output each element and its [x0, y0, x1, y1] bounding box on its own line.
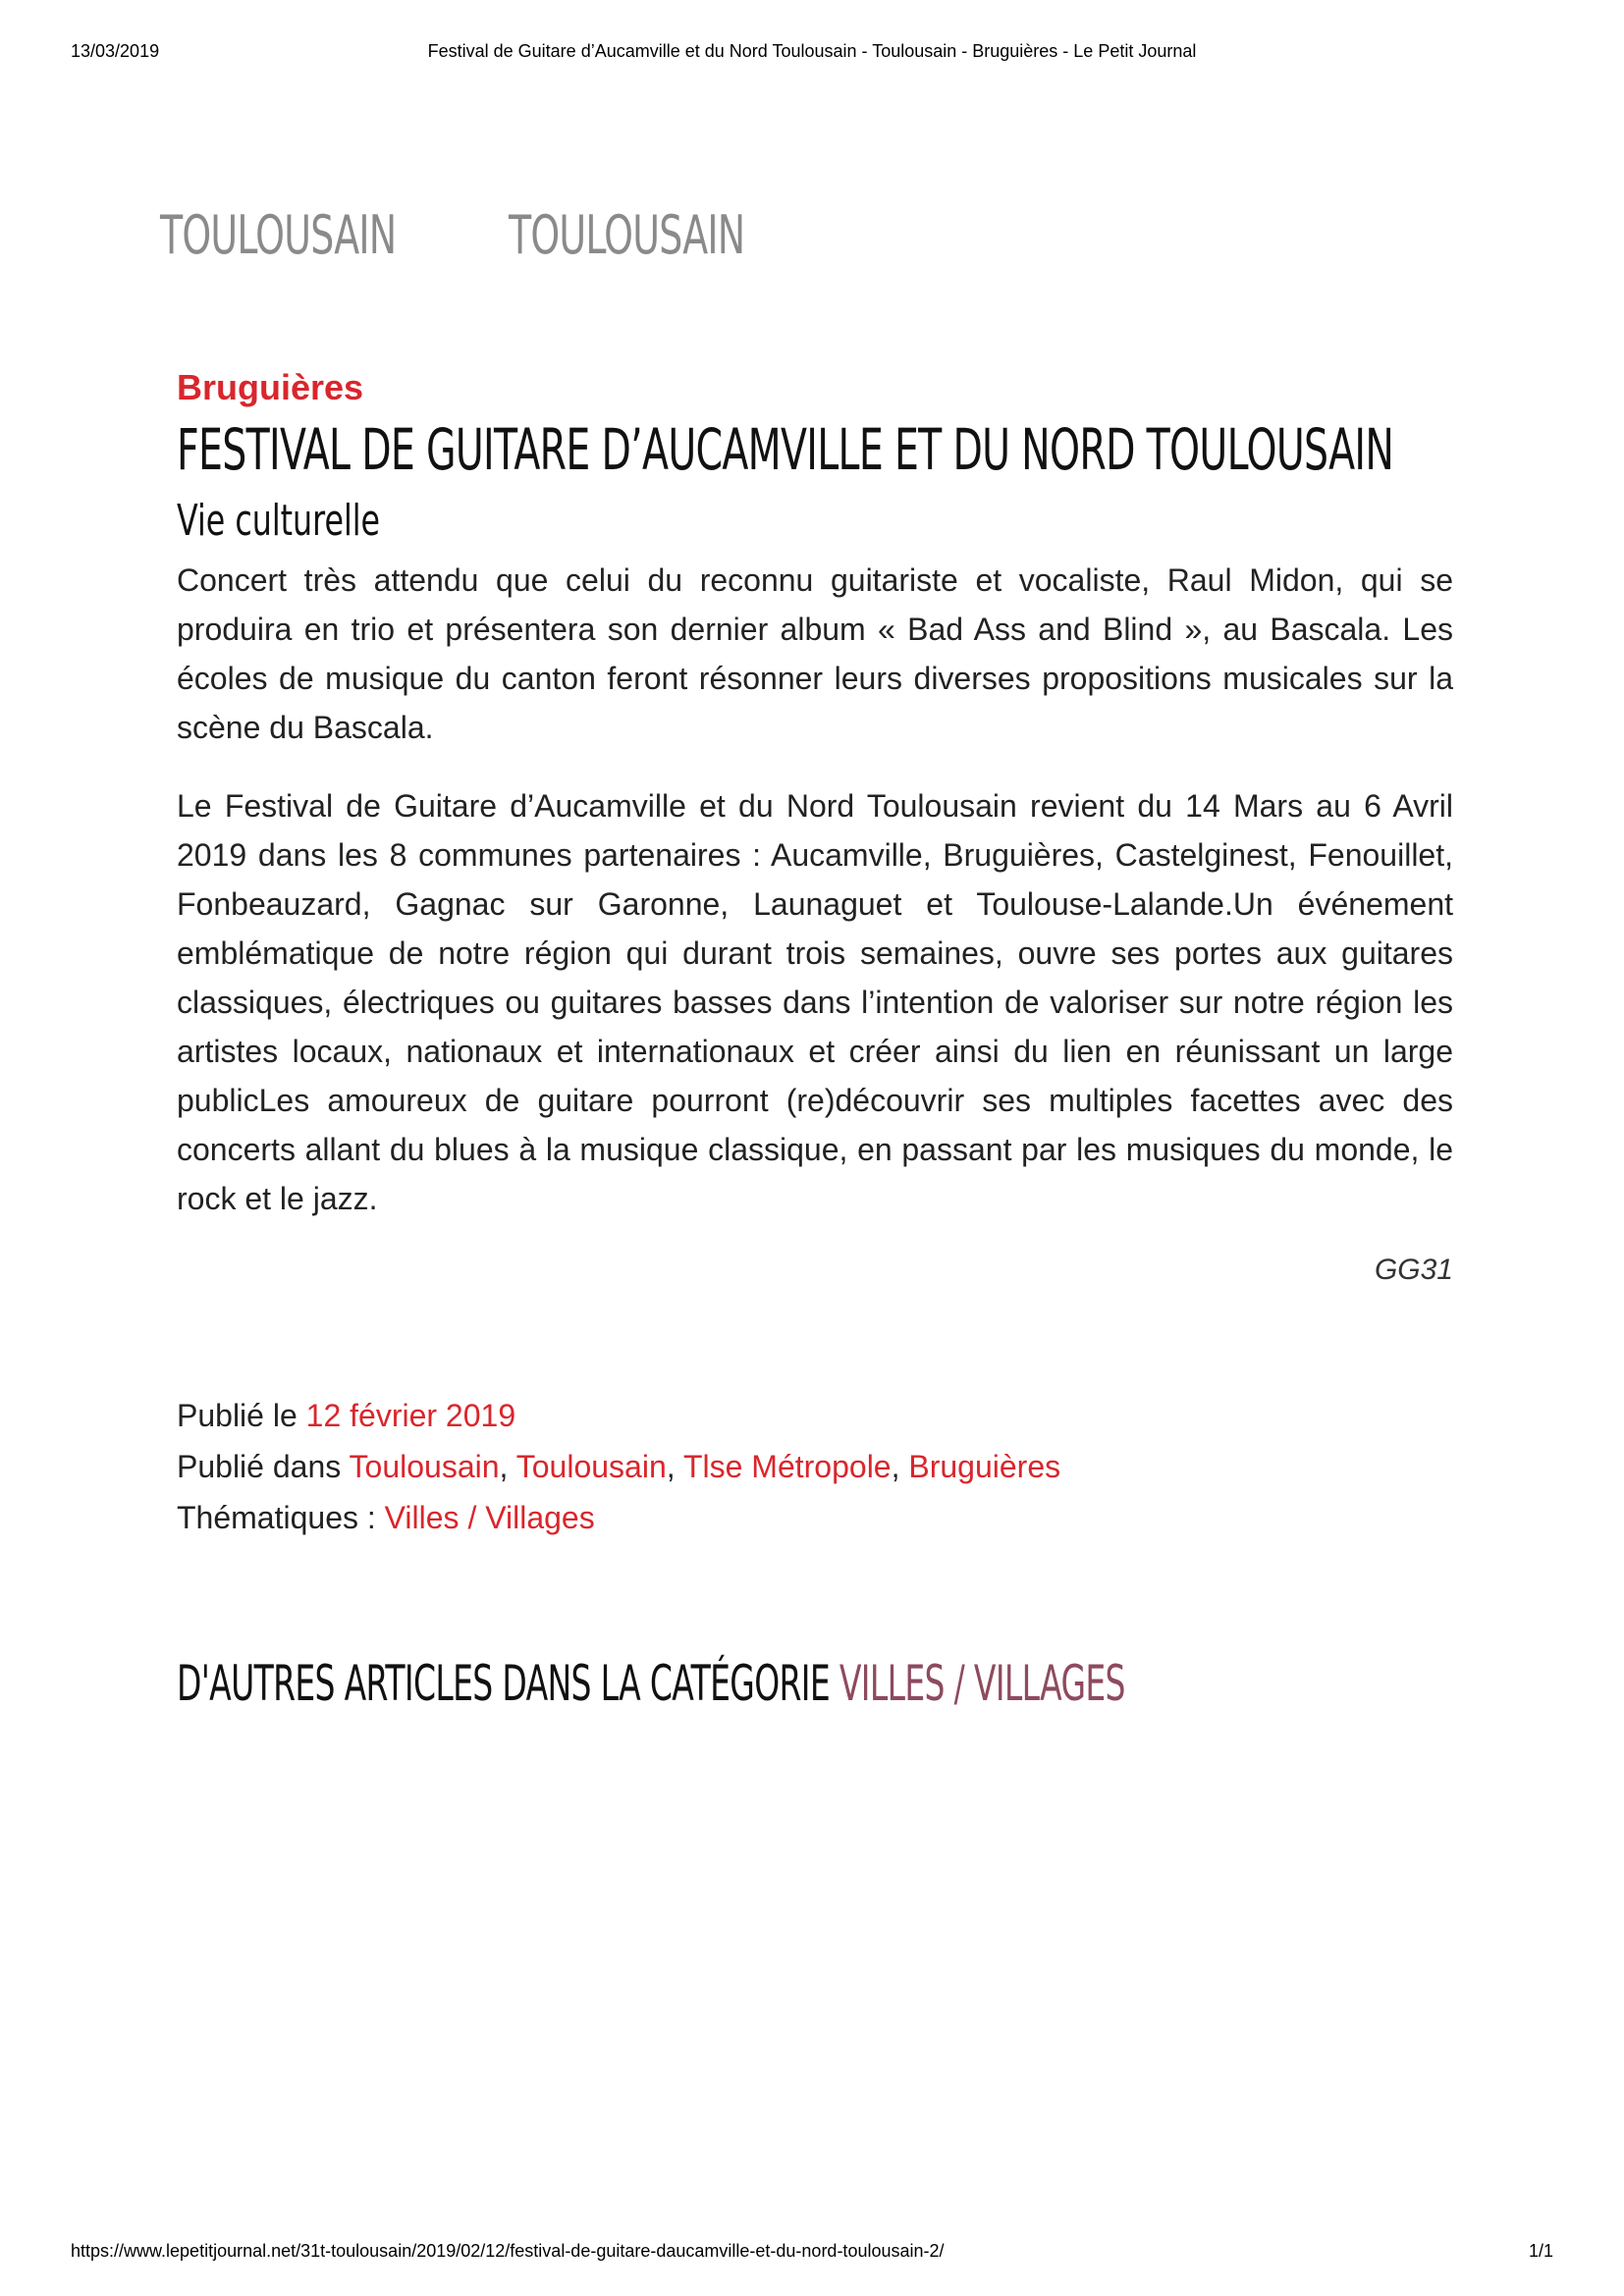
published-in-link[interactable]: Toulousain — [515, 1449, 667, 1484]
theme-link[interactable]: Villes / Villages — [384, 1500, 595, 1535]
article-category: Vie culturelle — [177, 496, 381, 546]
article-signature: GG31 — [1374, 1254, 1453, 1286]
published-in-link[interactable]: Toulousain — [349, 1449, 500, 1484]
section-tags — [160, 204, 857, 266]
print-header — [71, 41, 1553, 65]
published-date-row — [177, 1390, 1453, 1441]
themes-label: Thématiques : — [177, 1500, 385, 1535]
article-meta — [177, 1390, 1453, 1543]
print-page-title: Festival de Guitare d’Aucamville et du Nord Toulousain - Toulousain - Bruguières - Le Petit Journal — [427, 41, 1197, 61]
article-headline: FESTIVAL DE GUITARE D’AUCAMVILLE ET DU NORD TOULOUSAIN — [177, 416, 1394, 483]
print-url: https://www.lepetitjournal.net/31t-toulousain/2019/02/12/festival-de-guitare-daucamville-et-du-nord-toulousain-2/ — [71, 2241, 945, 2261]
published-in-link[interactable]: Tlse Métropole — [682, 1449, 892, 1484]
related-articles-heading — [177, 1655, 1125, 1712]
separator: , — [666, 1449, 683, 1484]
article-location[interactable]: Bruguières — [177, 367, 364, 407]
print-date: 13/03/2019 — [71, 41, 160, 61]
published-label: Publié le — [177, 1398, 306, 1433]
print-page-number: 1/1 — [1528, 2241, 1553, 2261]
section-tag-link[interactable]: TOULOUSAIN — [160, 204, 397, 266]
article — [177, 363, 1453, 1543]
print-footer — [71, 2241, 1553, 2265]
separator: , — [499, 1449, 516, 1484]
published-in-row — [177, 1441, 1453, 1492]
published-in-label: Publié dans — [177, 1449, 350, 1484]
related-category-link[interactable]: VILLES / VILLAGES — [839, 1655, 1125, 1712]
article-paragraph: Le Festival de Guitare d’Aucamville et du Nord Toulousain revient du 14 Mars au 6 Avril 2019 dans les 8 communes partenaires : Aucamville, Bruguières, Castelginest, Fenouillet, Fonbeauzard, Gagnac sur Garonne, Launaguet et Toulouse-Lalande.Un événement emblématique de notre région qui durant trois semaines, ouvre ses portes aux guitares classiques, électriques ou guitares basses dans l’intention de valoriser sur notre région les artistes locaux, nationaux et internationaux et créer ainsi du lien en réunissant un large publicLes amoureux de guitare pourront (re)découvrir ses multiples facettes avec des concerts allant du blues à la musique classique, en passant par les musiques du monde, le rock et le jazz. — [177, 788, 1453, 1216]
article-body — [177, 556, 1453, 1223]
themes-row — [177, 1492, 1453, 1543]
article-paragraph: Concert très attendu que celui du reconnu guitariste et vocaliste, Raul Midon, qui se produira en trio et présentera son dernier album « Bad Ass and Blind », au Bascala. Les écoles de musique du canton feront résonner leurs diverses propositions musicales sur la scène du Bascala. — [177, 562, 1453, 745]
related-label: D'AUTRES ARTICLES DANS LA CATÉGORIE — [177, 1655, 839, 1712]
published-date-link[interactable]: 12 février 2019 — [305, 1398, 516, 1433]
section-tag-link[interactable]: TOULOUSAIN — [509, 204, 745, 266]
published-in-link[interactable]: Bruguières — [908, 1449, 1061, 1484]
separator: , — [891, 1449, 909, 1484]
